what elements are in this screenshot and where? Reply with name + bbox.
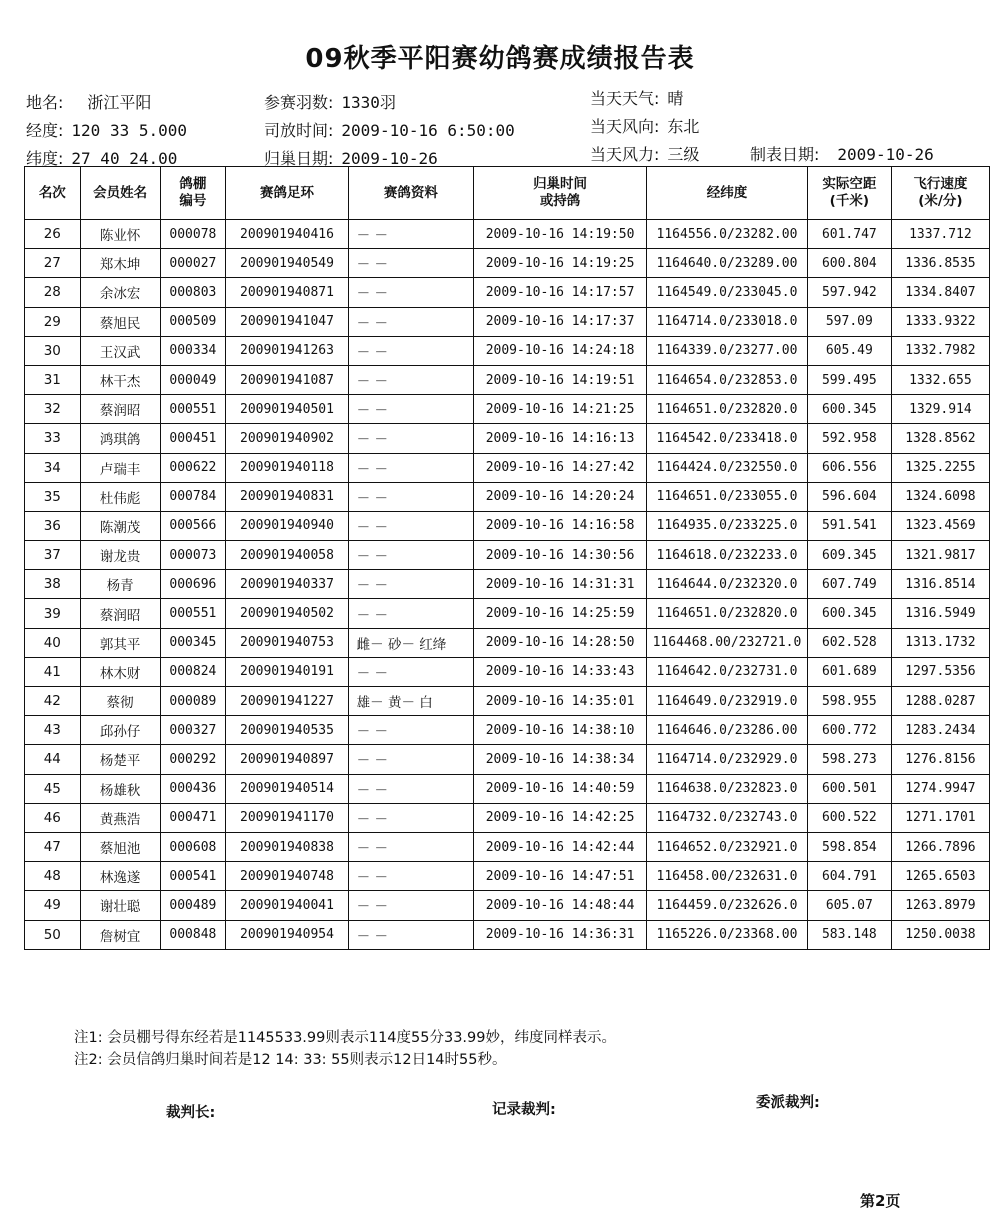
cell-speed: 1266.7896 <box>891 832 989 861</box>
cell-coordinates: 1164654.0/232853.0 <box>647 365 808 394</box>
cell-member-name: 谢龙贵 <box>80 541 160 570</box>
cell-rank: 27 <box>25 249 81 278</box>
cell-distance: 600.522 <box>807 803 891 832</box>
cell-speed: 1316.5949 <box>891 599 989 628</box>
recorder-referee-signature: 记录裁判: <box>492 1102 556 1118</box>
cell-distance: 600.501 <box>807 774 891 803</box>
meta-weather <box>590 86 683 109</box>
cell-pigeon-info: － － <box>348 365 473 394</box>
cell-speed: 1329.914 <box>891 395 989 424</box>
table-row <box>25 657 990 686</box>
cell-member-name: 林逸遂 <box>80 862 160 891</box>
table-row <box>25 862 990 891</box>
header-return-time: 归巢时间 或持鸽 <box>474 167 647 220</box>
cell-loft-number: 000489 <box>160 891 226 920</box>
cell-ring-number: 200901940902 <box>226 424 348 453</box>
cell-pigeon-info: － － <box>348 249 473 278</box>
cell-member-name: 郭其平 <box>80 628 160 657</box>
note-1: 注1: 会员棚号得东经若是1145533.99则表示114度55分33.99妙，纬度同样表示。 <box>74 1030 616 1046</box>
cell-distance: 601.689 <box>807 657 891 686</box>
cell-rank: 44 <box>25 745 81 774</box>
cell-speed: 1332.7982 <box>891 336 989 365</box>
cell-distance: 602.528 <box>807 628 891 657</box>
cell-speed: 1297.5356 <box>891 657 989 686</box>
cell-return-time: 2009-10-16 14:16:13 <box>474 424 647 453</box>
table-row <box>25 541 990 570</box>
cell-coordinates: 1164644.0/232320.0 <box>647 570 808 599</box>
cell-coordinates: 1164459.0/232626.0 <box>647 891 808 920</box>
cell-ring-number: 200901940337 <box>226 570 348 599</box>
cell-return-time: 2009-10-16 14:28:50 <box>474 628 647 657</box>
cell-rank: 33 <box>25 424 81 453</box>
cell-loft-number: 000803 <box>160 278 226 307</box>
cell-return-time: 2009-10-16 14:17:57 <box>474 278 647 307</box>
cell-distance: 600.772 <box>807 716 891 745</box>
table-row <box>25 482 990 511</box>
cell-rank: 49 <box>25 891 81 920</box>
table-row <box>25 745 990 774</box>
meta-weather-label: 当天天气: <box>590 89 660 108</box>
cell-distance: 600.804 <box>807 249 891 278</box>
cell-speed: 1271.1701 <box>891 803 989 832</box>
cell-ring-number: 200901940871 <box>226 278 348 307</box>
cell-distance: 605.49 <box>807 336 891 365</box>
cell-distance: 596.604 <box>807 482 891 511</box>
cell-return-time: 2009-10-16 14:19:25 <box>474 249 647 278</box>
cell-pigeon-info: － － <box>348 716 473 745</box>
header-row <box>25 167 990 220</box>
cell-return-time: 2009-10-16 14:24:18 <box>474 336 647 365</box>
cell-pigeon-info: － － <box>348 862 473 891</box>
header-distance: 实际空距 (千米) <box>807 167 891 220</box>
cell-member-name: 陈业怀 <box>80 220 160 249</box>
cell-rank: 30 <box>25 336 81 365</box>
header-member-name: 会员姓名 <box>80 167 160 220</box>
cell-return-time: 2009-10-16 14:36:31 <box>474 920 647 949</box>
cell-loft-number: 000566 <box>160 511 226 540</box>
cell-coordinates: 1164646.0/23286.00 <box>647 716 808 745</box>
cell-rank: 28 <box>25 278 81 307</box>
table-row <box>25 832 990 861</box>
meta-made-date-value: 2009-10-26 <box>837 145 934 164</box>
cell-loft-number: 000292 <box>160 745 226 774</box>
header-loft-number: 鸽棚 编号 <box>160 167 226 220</box>
cell-ring-number: 200901940549 <box>226 249 348 278</box>
cell-rank: 46 <box>25 803 81 832</box>
meta-place-label: 地名: <box>26 93 64 112</box>
cell-loft-number: 000027 <box>160 249 226 278</box>
table-row <box>25 599 990 628</box>
cell-member-name: 蔡润昭 <box>80 395 160 424</box>
cell-speed: 1337.712 <box>891 220 989 249</box>
cell-speed: 1333.9322 <box>891 307 989 336</box>
cell-member-name: 林木财 <box>80 657 160 686</box>
cell-pigeon-info: － － <box>348 278 473 307</box>
cell-rank: 34 <box>25 453 81 482</box>
cell-distance: 597.09 <box>807 307 891 336</box>
cell-distance: 597.942 <box>807 278 891 307</box>
cell-loft-number: 000436 <box>160 774 226 803</box>
cell-loft-number: 000784 <box>160 482 226 511</box>
table-row <box>25 395 990 424</box>
cell-speed: 1321.9817 <box>891 541 989 570</box>
cell-distance: 600.345 <box>807 395 891 424</box>
meta-place-value: 浙江平阳 <box>87 93 152 112</box>
cell-return-time: 2009-10-16 14:20:24 <box>474 482 647 511</box>
cell-return-time: 2009-10-16 14:27:42 <box>474 453 647 482</box>
cell-rank: 48 <box>25 862 81 891</box>
cell-loft-number: 000824 <box>160 657 226 686</box>
cell-pigeon-info: － － <box>348 453 473 482</box>
cell-return-time: 2009-10-16 14:25:59 <box>474 599 647 628</box>
cell-return-time: 2009-10-16 14:47:51 <box>474 862 647 891</box>
cell-distance: 609.345 <box>807 541 891 570</box>
cell-coordinates: 1164618.0/232233.0 <box>647 541 808 570</box>
header-coordinates: 经纬度 <box>647 167 808 220</box>
cell-member-name: 杨青 <box>80 570 160 599</box>
cell-loft-number: 000471 <box>160 803 226 832</box>
meta-entries-value: 1330羽 <box>341 93 396 112</box>
cell-rank: 47 <box>25 832 81 861</box>
cell-ring-number: 200901940058 <box>226 541 348 570</box>
cell-rank: 45 <box>25 774 81 803</box>
cell-rank: 38 <box>25 570 81 599</box>
table-row <box>25 716 990 745</box>
meta-release-label: 司放时间: <box>264 121 334 140</box>
cell-return-time: 2009-10-16 14:35:01 <box>474 687 647 716</box>
cell-return-time: 2009-10-16 14:21:25 <box>474 395 647 424</box>
cell-return-time: 2009-10-16 14:40:59 <box>474 774 647 803</box>
cell-return-time: 2009-10-16 14:19:50 <box>474 220 647 249</box>
cell-pigeon-info: － － <box>348 307 473 336</box>
cell-loft-number: 000622 <box>160 453 226 482</box>
table-row <box>25 220 990 249</box>
cell-pigeon-info: 雄－ 黄－ 白 <box>348 687 473 716</box>
cell-distance: 607.749 <box>807 570 891 599</box>
cell-distance: 591.541 <box>807 511 891 540</box>
cell-ring-number: 200901940940 <box>226 511 348 540</box>
table-row <box>25 891 990 920</box>
cell-pigeon-info: － － <box>348 891 473 920</box>
cell-distance: 601.747 <box>807 220 891 249</box>
header-rank: 名次 <box>25 167 81 220</box>
cell-coordinates: 1164556.0/23282.00 <box>647 220 808 249</box>
cell-member-name: 蔡旭民 <box>80 307 160 336</box>
cell-rank: 39 <box>25 599 81 628</box>
table-row <box>25 249 990 278</box>
cell-coordinates: 1164638.0/232823.0 <box>647 774 808 803</box>
cell-pigeon-info: － － <box>348 745 473 774</box>
table-row <box>25 336 990 365</box>
cell-loft-number: 000608 <box>160 832 226 861</box>
cell-member-name: 林干杰 <box>80 365 160 394</box>
meta-release <box>264 118 515 141</box>
cell-member-name: 王汉武 <box>80 336 160 365</box>
header-speed: 飞行速度 (米/分) <box>891 167 989 220</box>
cell-member-name: 杨雄秋 <box>80 774 160 803</box>
cell-distance: 592.958 <box>807 424 891 453</box>
cell-pigeon-info: － － <box>348 424 473 453</box>
cell-loft-number: 000551 <box>160 599 226 628</box>
cell-distance: 604.791 <box>807 862 891 891</box>
note-2: 注2: 会员信鸽归巢时间若是12 14: 33: 55则表示12日14时55秒。 <box>74 1052 507 1068</box>
cell-ring-number: 200901940191 <box>226 657 348 686</box>
meta-weather-value: 晴 <box>667 89 684 108</box>
cell-member-name: 郑木坤 <box>80 249 160 278</box>
table-row <box>25 920 990 949</box>
cell-distance: 600.345 <box>807 599 891 628</box>
table-row <box>25 307 990 336</box>
cell-pigeon-info: － － <box>348 599 473 628</box>
cell-ring-number: 200901940514 <box>226 774 348 803</box>
cell-coordinates: 1164652.0/232921.0 <box>647 832 808 861</box>
cell-return-time: 2009-10-16 14:48:44 <box>474 891 647 920</box>
cell-pigeon-info: － － <box>348 774 473 803</box>
cell-ring-number: 200901940748 <box>226 862 348 891</box>
cell-distance: 605.07 <box>807 891 891 920</box>
header-ring-number: 赛鸽足环 <box>226 167 348 220</box>
cell-coordinates: 1164424.0/232550.0 <box>647 453 808 482</box>
cell-loft-number: 000848 <box>160 920 226 949</box>
cell-ring-number: 200901940535 <box>226 716 348 745</box>
cell-loft-number: 000696 <box>160 570 226 599</box>
cell-pigeon-info: － － <box>348 657 473 686</box>
cell-distance: 583.148 <box>807 920 891 949</box>
cell-member-name: 卢瑞丰 <box>80 453 160 482</box>
cell-speed: 1250.0038 <box>891 920 989 949</box>
cell-speed: 1323.4569 <box>891 511 989 540</box>
table-row <box>25 774 990 803</box>
cell-pigeon-info: － － <box>348 920 473 949</box>
page-number: 第2页 <box>860 1192 901 1210</box>
table-row <box>25 511 990 540</box>
table-row <box>25 365 990 394</box>
cell-return-time: 2009-10-16 14:17:37 <box>474 307 647 336</box>
cell-member-name: 谢壮聪 <box>80 891 160 920</box>
meta-entries-label: 参赛羽数: <box>264 93 334 112</box>
results-table <box>24 166 990 950</box>
cell-speed: 1276.8156 <box>891 745 989 774</box>
cell-coordinates: 1164714.0/232929.0 <box>647 745 808 774</box>
cell-ring-number: 200901941227 <box>226 687 348 716</box>
table-row <box>25 424 990 453</box>
cell-rank: 41 <box>25 657 81 686</box>
cell-rank: 35 <box>25 482 81 511</box>
cell-coordinates: 1164642.0/232731.0 <box>647 657 808 686</box>
results-table-header <box>25 167 990 220</box>
cell-member-name: 黄燕浩 <box>80 803 160 832</box>
cell-loft-number: 000089 <box>160 687 226 716</box>
cell-distance: 598.955 <box>807 687 891 716</box>
cell-coordinates: 1164468.00/232721.0 <box>647 628 808 657</box>
cell-ring-number: 200901940753 <box>226 628 348 657</box>
table-row <box>25 453 990 482</box>
cell-pigeon-info: － － <box>348 803 473 832</box>
meta-longitude-value: 120 33 5.000 <box>71 121 187 140</box>
cell-distance: 599.495 <box>807 365 891 394</box>
cell-return-time: 2009-10-16 14:38:34 <box>474 745 647 774</box>
meta-wind-force-value: 三级 <box>667 145 700 164</box>
cell-pigeon-info: － － <box>348 482 473 511</box>
cell-ring-number: 200901940416 <box>226 220 348 249</box>
cell-rank: 31 <box>25 365 81 394</box>
cell-pigeon-info: － － <box>348 220 473 249</box>
cell-rank: 43 <box>25 716 81 745</box>
cell-member-name: 余冰宏 <box>80 278 160 307</box>
meta-release-value: 2009-10-16 6:50:00 <box>341 121 515 140</box>
cell-loft-number: 000334 <box>160 336 226 365</box>
cell-ring-number: 200901941263 <box>226 336 348 365</box>
cell-speed: 1316.8514 <box>891 570 989 599</box>
cell-loft-number: 000327 <box>160 716 226 745</box>
cell-member-name: 詹树宜 <box>80 920 160 949</box>
meta-latitude-label: 纬度: <box>26 149 64 168</box>
cell-ring-number: 200901940831 <box>226 482 348 511</box>
table-row <box>25 628 990 657</box>
meta-wind-force-label: 当天风力: <box>590 145 660 164</box>
meta-wind-direction-label: 当天风向: <box>590 117 660 136</box>
cell-coordinates: 1164935.0/233225.0 <box>647 511 808 540</box>
cell-return-time: 2009-10-16 14:19:51 <box>474 365 647 394</box>
cell-speed: 1274.9947 <box>891 774 989 803</box>
cell-member-name: 杨楚平 <box>80 745 160 774</box>
cell-member-name: 蔡润昭 <box>80 599 160 628</box>
cell-rank: 42 <box>25 687 81 716</box>
cell-speed: 1332.655 <box>891 365 989 394</box>
meta-latitude-value: 27 40 24.00 <box>71 149 178 168</box>
cell-coordinates: 1165226.0/23368.00 <box>647 920 808 949</box>
cell-speed: 1263.8979 <box>891 891 989 920</box>
meta-return-date-value: 2009-10-26 <box>341 149 438 168</box>
cell-ring-number: 200901940502 <box>226 599 348 628</box>
cell-return-time: 2009-10-16 14:31:31 <box>474 570 647 599</box>
cell-coordinates: 1164651.0/232820.0 <box>647 599 808 628</box>
cell-member-name: 鸿琪鸽 <box>80 424 160 453</box>
meta-entries <box>264 90 396 113</box>
cell-rank: 29 <box>25 307 81 336</box>
cell-return-time: 2009-10-16 14:38:10 <box>474 716 647 745</box>
cell-member-name: 蔡旭池 <box>80 832 160 861</box>
cell-coordinates: 1164651.0/232820.0 <box>647 395 808 424</box>
cell-ring-number: 200901940838 <box>226 832 348 861</box>
cell-speed: 1324.6098 <box>891 482 989 511</box>
cell-coordinates: 1164549.0/233045.0 <box>647 278 808 307</box>
cell-speed: 1288.0287 <box>891 687 989 716</box>
cell-coordinates: 1164542.0/233418.0 <box>647 424 808 453</box>
meta-wind-direction-value: 东北 <box>667 117 700 136</box>
cell-coordinates: 116458.00/232631.0 <box>647 862 808 891</box>
cell-pigeon-info: － － <box>348 570 473 599</box>
cell-ring-number: 200901940501 <box>226 395 348 424</box>
meta-wind-direction <box>590 114 699 137</box>
meta-wind-force <box>590 142 699 165</box>
cell-member-name: 邱孙仔 <box>80 716 160 745</box>
cell-rank: 26 <box>25 220 81 249</box>
cell-return-time: 2009-10-16 14:42:44 <box>474 832 647 861</box>
cell-loft-number: 000451 <box>160 424 226 453</box>
cell-speed: 1325.2255 <box>891 453 989 482</box>
table-row <box>25 278 990 307</box>
cell-distance: 606.556 <box>807 453 891 482</box>
cell-ring-number: 200901941170 <box>226 803 348 832</box>
cell-speed: 1313.1732 <box>891 628 989 657</box>
cell-rank: 36 <box>25 511 81 540</box>
meta-made-date-label: 制表日期: <box>750 145 820 164</box>
header-pigeon-info: 赛鸽资料 <box>348 167 473 220</box>
results-table-body <box>25 220 990 950</box>
cell-coordinates: 1164732.0/232743.0 <box>647 803 808 832</box>
cell-return-time: 2009-10-16 14:33:43 <box>474 657 647 686</box>
cell-ring-number: 200901941087 <box>226 365 348 394</box>
cell-ring-number: 200901940041 <box>226 891 348 920</box>
page-title: 09秋季平阳赛幼鸽赛成绩报告表 <box>305 44 695 74</box>
notes <box>74 1027 616 1071</box>
cell-coordinates: 1164649.0/232919.0 <box>647 687 808 716</box>
cell-loft-number: 000551 <box>160 395 226 424</box>
cell-distance: 598.854 <box>807 832 891 861</box>
cell-pigeon-info: － － <box>348 395 473 424</box>
cell-speed: 1336.8535 <box>891 249 989 278</box>
cell-loft-number: 000078 <box>160 220 226 249</box>
cell-loft-number: 000541 <box>160 862 226 891</box>
cell-ring-number: 200901940897 <box>226 745 348 774</box>
cell-speed: 1328.8562 <box>891 424 989 453</box>
cell-return-time: 2009-10-16 14:16:58 <box>474 511 647 540</box>
cell-loft-number: 000073 <box>160 541 226 570</box>
meta-made-date <box>750 142 934 165</box>
cell-speed: 1265.6503 <box>891 862 989 891</box>
cell-ring-number: 200901940954 <box>226 920 348 949</box>
table-row <box>25 687 990 716</box>
table-row <box>25 570 990 599</box>
cell-loft-number: 000509 <box>160 307 226 336</box>
cell-coordinates: 1164339.0/23277.00 <box>647 336 808 365</box>
cell-coordinates: 1164714.0/233018.0 <box>647 307 808 336</box>
chief-referee-signature: 裁判长: <box>166 1105 216 1121</box>
cell-member-name: 蔡彻 <box>80 687 160 716</box>
cell-coordinates: 1164640.0/23289.00 <box>647 249 808 278</box>
cell-pigeon-info: － － <box>348 336 473 365</box>
cell-rank: 40 <box>25 628 81 657</box>
meta-place <box>26 90 151 113</box>
cell-speed: 1283.2434 <box>891 716 989 745</box>
cell-return-time: 2009-10-16 14:30:56 <box>474 541 647 570</box>
cell-distance: 598.273 <box>807 745 891 774</box>
cell-coordinates: 1164651.0/233055.0 <box>647 482 808 511</box>
cell-rank: 32 <box>25 395 81 424</box>
cell-pigeon-info: － － <box>348 832 473 861</box>
cell-speed: 1334.8407 <box>891 278 989 307</box>
delegate-referee-signature: 委派裁判: <box>756 1095 820 1111</box>
cell-ring-number: 200901941047 <box>226 307 348 336</box>
cell-pigeon-info: 雌－ 砂－ 红绛 <box>348 628 473 657</box>
table-row <box>25 803 990 832</box>
cell-rank: 50 <box>25 920 81 949</box>
cell-rank: 37 <box>25 541 81 570</box>
meta-longitude-label: 经度: <box>26 121 64 140</box>
meta-longitude <box>26 118 187 141</box>
cell-return-time: 2009-10-16 14:42:25 <box>474 803 647 832</box>
cell-member-name: 陈潮茂 <box>80 511 160 540</box>
cell-pigeon-info: － － <box>348 541 473 570</box>
cell-pigeon-info: － － <box>348 511 473 540</box>
cell-ring-number: 200901940118 <box>226 453 348 482</box>
cell-loft-number: 000345 <box>160 628 226 657</box>
cell-member-name: 杜伟彪 <box>80 482 160 511</box>
meta-return-date-label: 归巢日期: <box>264 149 334 168</box>
cell-loft-number: 000049 <box>160 365 226 394</box>
